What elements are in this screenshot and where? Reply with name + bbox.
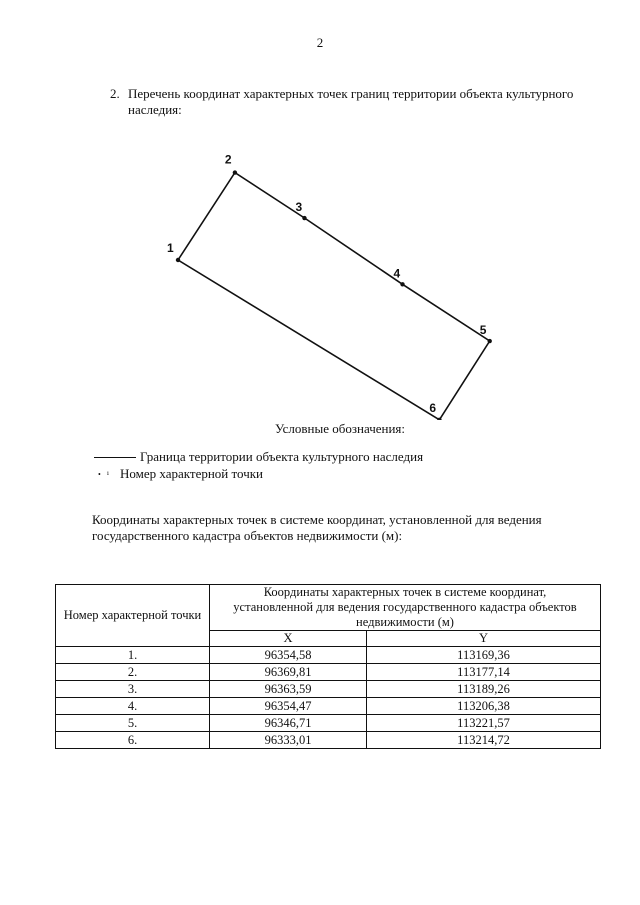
heading-line-1	[110, 86, 590, 102]
table-row	[56, 664, 601, 681]
cell-point-number: 3.	[56, 681, 210, 698]
coordinates-caption	[92, 512, 592, 544]
table-row	[56, 715, 601, 732]
point-label-2: 2	[224, 152, 232, 167]
coordinates-caption-line-1: Координаты характерных точек в системе координат, установленной для ведения	[92, 512, 542, 527]
boundary-polygon	[178, 173, 490, 420]
boundary-point-1	[176, 258, 180, 262]
cell-point-number: 5.	[56, 715, 210, 732]
cell-x: 96346,71	[210, 715, 367, 732]
point-label-1: 1	[167, 241, 174, 255]
boundary-point-3	[302, 216, 306, 220]
cell-x: 96333,01	[210, 732, 367, 749]
cell-x: 96369,81	[210, 664, 367, 681]
point-label-3: 3	[295, 200, 303, 215]
header-x: X	[210, 631, 367, 647]
header-y: Y	[367, 631, 601, 647]
cell-point-number: 1.	[56, 647, 210, 664]
cell-point-number: 2.	[56, 664, 210, 681]
page-number: 2	[316, 35, 324, 50]
table-row	[56, 732, 601, 749]
header-coordinates-line-3: недвижимости (м)	[356, 615, 454, 629]
boundary-point-4	[400, 282, 404, 286]
header-point-number: Номер характерной точки	[56, 585, 210, 647]
section-heading	[110, 86, 590, 118]
boundary-point-2	[233, 170, 237, 174]
legend-item-boundary	[94, 449, 423, 465]
legend-title: Условные обозначения:	[274, 421, 406, 436]
heading-text-1: Перечень координат характерных точек границ территории объекта культурного	[128, 86, 574, 101]
cell-point-number: 4.	[56, 698, 210, 715]
cell-point-number: 6.	[56, 732, 210, 749]
cell-y: 113214,72	[367, 732, 601, 749]
header-coordinates-line-2: установленной для ведения государственного кадастра объектов	[233, 600, 577, 614]
cell-x: 96354,47	[210, 698, 367, 715]
coordinates-table	[55, 584, 601, 749]
cell-y: 113189,26	[367, 681, 601, 698]
boundary-line-symbol	[94, 457, 136, 458]
cell-y: 113169,36	[367, 647, 601, 664]
boundary-point-5	[488, 339, 492, 343]
boundary-scheme	[0, 140, 640, 420]
header-coordinates-line-1: Координаты характерных точек в системе координат,	[263, 585, 547, 599]
legend-point-label: Номер характерной точки	[120, 466, 263, 481]
table-row	[56, 698, 601, 715]
cell-y: 113206,38	[367, 698, 601, 715]
point-label-5: 5	[479, 323, 487, 338]
boundary-points	[176, 170, 492, 420]
cell-y: 113221,57	[367, 715, 601, 732]
point-label-6: 6	[429, 400, 437, 415]
point-marker-symbol: • ¹	[98, 469, 112, 479]
header-coordinates	[210, 585, 601, 631]
coordinates-caption-line-2: государственного кадастра объектов недвижимости (м):	[92, 528, 403, 543]
cell-x: 96354,58	[210, 647, 367, 664]
point-labels	[167, 153, 487, 415]
table-row	[56, 681, 601, 698]
point-label-4: 4	[393, 266, 401, 281]
legend-boundary-label: Граница территории объекта культурного наследия	[140, 449, 424, 464]
legend-item-point	[98, 466, 263, 482]
heading-line-2: наследия:	[128, 102, 182, 117]
cell-y: 113177,14	[367, 664, 601, 681]
table-row	[56, 647, 601, 664]
heading-number: 2.	[110, 86, 120, 101]
cell-x: 96363,59	[210, 681, 367, 698]
